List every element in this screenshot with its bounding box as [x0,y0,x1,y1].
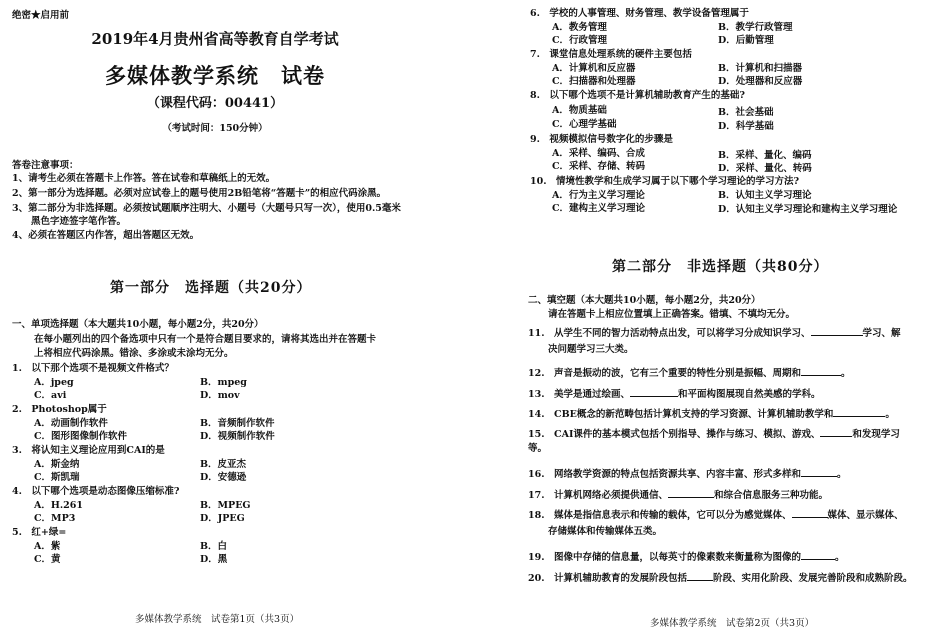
option-b: B．计算机和扫描器 [718,63,803,74]
sec1-instruction: 上将相应代码涂黑。错涂、多涂或未涂均无分。 [34,348,234,359]
page-footer: 多媒体教学系统 试卷第1页（共3页） [135,614,300,625]
fill-question-13: 13. 美学是通过绘画、 和平面构图展现自然美感的学科。 [528,386,821,402]
option-c: C．avi [34,390,67,401]
answer-blank [792,507,828,518]
answer-blank [801,549,835,560]
fill-question-11: 11. 从学生不同的智力活动特点出发，可以将学习分成知识学习、 学习、解 [528,325,901,341]
option-b: B．白 [200,541,228,552]
option-a: A．采样、编码、合成 [552,148,645,159]
note-item: 4、必须在答题区内作答，超出答题区无效。 [12,230,200,241]
part1-title: 第一部分 选择题（共20分） [110,280,312,296]
exam-time: （考试时间：150分钟） [162,123,268,134]
secret-tag: 绝密★启用前 [12,10,70,21]
answer-blank [668,487,714,498]
option-a: A．jpeg [34,377,74,388]
question-stem: 6. 学校的人事管理、财务管理、教学设备管理属于 [530,8,749,19]
option-b: B．皮亚杰 [200,459,247,470]
option-d: D．视频制作软件 [200,431,275,442]
option-d: D．认知主义学习理论和建构主义学习理论 [718,204,898,215]
question-stem: 2. Photoshop属于 [12,404,107,415]
option-d: D．黑 [200,554,228,565]
answer-blank [687,570,713,581]
option-b: B．教学行政管理 [718,22,793,33]
note-item: 2、第一部分为选择题。必须对应试卷上的题号使用2B铅笔将“答题卡”的相应代码涂黑。 [12,188,387,199]
sec2-heading: 二、填空题（本大题共10小题，每小题2分，共20分） [528,295,761,306]
subject-title: 多媒体教学系统 试卷 [105,63,325,88]
option-d: D．后勤管理 [718,35,774,46]
question-stem: 8. 以下哪个选项不是计算机辅助教育产生的基础? [530,90,745,101]
note-item: 3、第二部分为非选择题。必须按试题顺序注明大、小题号（大题号只写一次），使用0.5毫米 [12,203,401,214]
option-a: A．计算机和反应器 [552,63,636,74]
question-stem: 4. 以下哪个选项是动态图像压缩标准? [12,486,180,497]
option-a: A．行为主义学习理论 [552,190,645,201]
option-c: C．建构主义学习理论 [552,203,646,214]
question-stem: 9. 视频模拟信号数字化的步骤是 [530,134,673,145]
option-c: C．扫描器和处理器 [552,76,636,87]
option-d: D．安德逊 [200,472,247,483]
exam-title: 2019年4月贵州省高等教育自学考试 [91,30,339,48]
option-b: B．mpeg [200,377,247,388]
option-d: D．JPEG [200,513,245,524]
option-a: A．紫 [34,541,61,552]
question-stem: 3. 将认知主义理论应用到CAI的是 [12,445,165,456]
fill-question-17: 17. 计算机网络必须提供通信、 和综合信息服务三种功能。 [528,487,828,503]
option-c: C．斯凯瑞 [34,472,80,483]
option-c: C．MP3 [34,513,76,524]
note-item: 1、请考生必须在答题卡上作答。答在试卷和草稿纸上的无效。 [12,173,276,184]
option-a: A．H.261 [34,500,83,511]
answer-blank [833,406,885,417]
fill-question-20: 20. 计算机辅助教育的发展阶段包括 阶段、实用化阶段、发展完善阶段和成熟阶段。 [528,570,913,586]
question-stem: 7. 课堂信息处理系统的硬件主要包括 [530,49,692,60]
fill-question-18-cont: 存储媒体和传输媒体五类。 [548,526,663,537]
answer-blank [630,386,678,397]
note-item: 黑色字迹签字笔作答。 [12,216,127,227]
sec1-instruction: 在每小题列出的四个备选项中只有一个是符合题目要求的，请将其选出并在答题卡 [34,334,377,345]
option-b: B．采样、量化、编码 [718,150,812,161]
option-c: C．行政管理 [552,35,608,46]
option-c: C．黄 [34,554,61,565]
course-code: （课程代码：00441） [146,96,284,111]
answer-blank [820,426,852,437]
option-b: B．音频制作软件 [200,418,275,429]
fill-question-14: 14. CBE概念的新范畴包括计算机支持的学习资源、计算机辅助教学和 。 [528,406,895,422]
page-footer: 多媒体教学系统 试卷第2页（共3页） [650,618,815,629]
fill-question-16: 16. 网络教学资源的特点包括资源共享、内容丰富、形式多样和 。 [528,466,847,482]
sec2-instruction: 请在答题卡上相应位置填上正确答案。错填、不填均无分。 [548,309,796,320]
option-c: C．采样、存储、转码 [552,161,646,172]
sec1-heading: 一、单项选择题（本大题共10小题，每小题2分，共20分） [12,319,264,330]
fill-question-18: 18. 媒体是指信息表示和传输的载体，它可以分为感觉媒体、 媒体、显示媒体、 [528,507,904,523]
option-a: A．动画制作软件 [34,418,108,429]
fill-question-15-cont: 等。 [528,443,548,454]
option-c: C．图形图像制作软件 [34,431,128,442]
option-d: D．科学基础 [718,121,774,132]
part2-title: 第二部分 非选择题（共80分） [612,259,829,275]
option-a: A．物质基础 [552,105,607,116]
fill-question-12: 12. 声音是振动的波，它有三个重要的特性分别是振幅、周期和 。 [528,365,851,381]
option-b: B．MPEG [200,500,251,511]
option-c: C．心理学基础 [552,119,617,130]
fill-question-11-cont: 决问题学习三大类。 [548,344,634,355]
fill-question-19: 19. 图像中存储的信息量，以每英寸的像素数来衡量称为图像的 。 [528,549,845,565]
option-b: B．社会基础 [718,107,774,118]
answer-blank [801,466,837,477]
option-d: D．mov [200,390,240,401]
question-stem: 10. 情境性教学和生成学习属于以下哪个学习理论的学习方法? [530,176,800,187]
option-a: A．斯金纳 [34,459,80,470]
option-d: D．处理器和反应器 [718,76,803,87]
question-stem: 1. 以下那个选项不是视频文件格式？ [12,363,174,374]
option-d: D．采样、量化、转码 [718,163,812,174]
answer-blank [801,365,841,376]
fill-question-15: 15. CAI课件的基本模式包括个别指导、操作与练习、模拟、游戏、 和发现学习 [528,426,900,442]
option-a: A．教务管理 [552,22,607,33]
option-b: B．认知主义学习理论 [718,190,812,201]
notes-heading: 答卷注意事项： [12,160,79,171]
question-stem: 5. 红+绿= [12,527,67,538]
answer-blank [811,325,863,336]
